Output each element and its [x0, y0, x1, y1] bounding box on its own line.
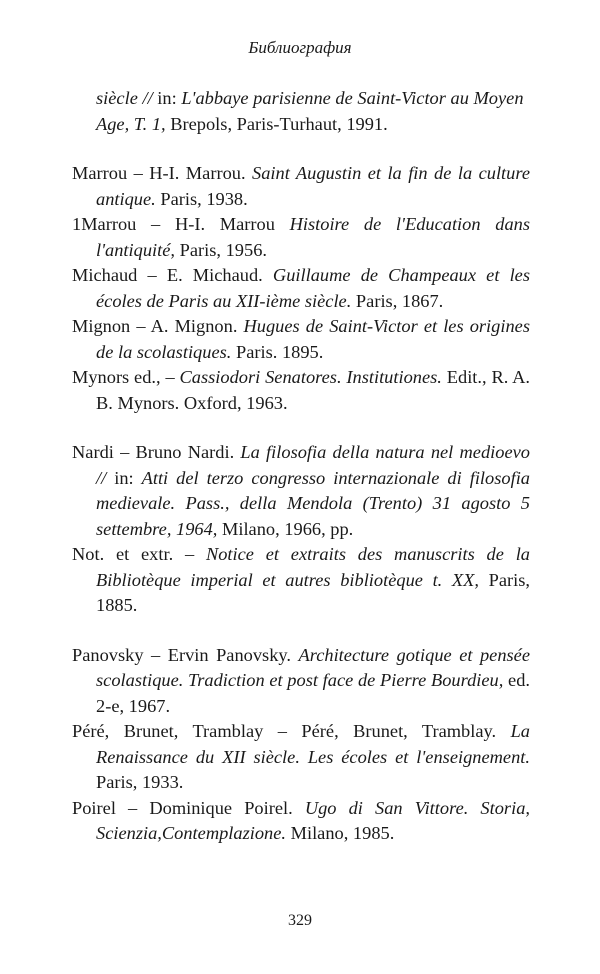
bib-entry-poirel: Poirel – Dominique Poirel. Ugo di San Vittore. Storia, Scienzia,Contemplazione. Milano, 1985. [72, 797, 530, 843]
bib-entry-nardi: Nardi – Bruno Nardi. La filosofia della natura nel medioevo // in: Atti del terzo congresso internazionale di filosofia medievale. Pass., della Mendola (Trento) 31 agosto 5 settembre, 1964, Milano, 1966, pp. [72, 442, 530, 539]
continuation-entry [72, 86, 530, 137]
bibliography-list [72, 86, 530, 847]
bib-entry-1marrou: 1Marrou – H-I. Marrou Histoire de l'Education dans l'antiquité, Paris, 1956. [72, 214, 530, 260]
bib-entry-mynors: Mynors ed., – Cassiodori Senatores. Institutiones. Edit., R. A. B. Mynors. Oxford, 1963. [72, 367, 531, 413]
bib-entry-mignon: Mignon – A. Mignon. Hugues de Saint-Victor et les origines de la scolastiques. Paris. 1895. [72, 316, 530, 362]
entry-text: Brepols, Paris-Turhaut, 1991. [165, 113, 388, 134]
entry-text: in: [152, 88, 182, 108]
bib-entry-marrou: Marrou – H-I. Marrou. Saint Augustin et la fin de la culture antique. Paris, 1938. [72, 163, 530, 209]
bib-entry-michaud: Michaud – E. Michaud. Guillaume de Champeaux et les écoles de Paris au XII-ième siècle. Paris, 1867. [72, 265, 531, 311]
bib-entry-panovsky: Panovsky – Ervin Panovsky. Architecture gotique et pensée scolastique. Tradiction et post face de Pierre Bourdieu, ed. 2-e, 1967. [72, 644, 531, 716]
bib-entry-pere: Péré, Brunet, Tramblay – Péré, Brunet, Tramblay. La Renaissance du XII siècle. Les écoles et l'enseignement. Paris, 1933. [72, 721, 530, 792]
entry-title: siècle // [96, 88, 153, 108]
entry-title: L'abbaye parisienne de Saint-Victor au Moyen Age, T. 1, [96, 88, 524, 134]
running-header: Библиография [248, 38, 352, 57]
bib-entry-not-extr: Not. et extr. – Notice et extraits des manuscrits de la Bibliotèque imperial et autres bibliotèque t. XX, Paris, 1885. [72, 544, 530, 615]
page-number: 329 [288, 912, 312, 929]
